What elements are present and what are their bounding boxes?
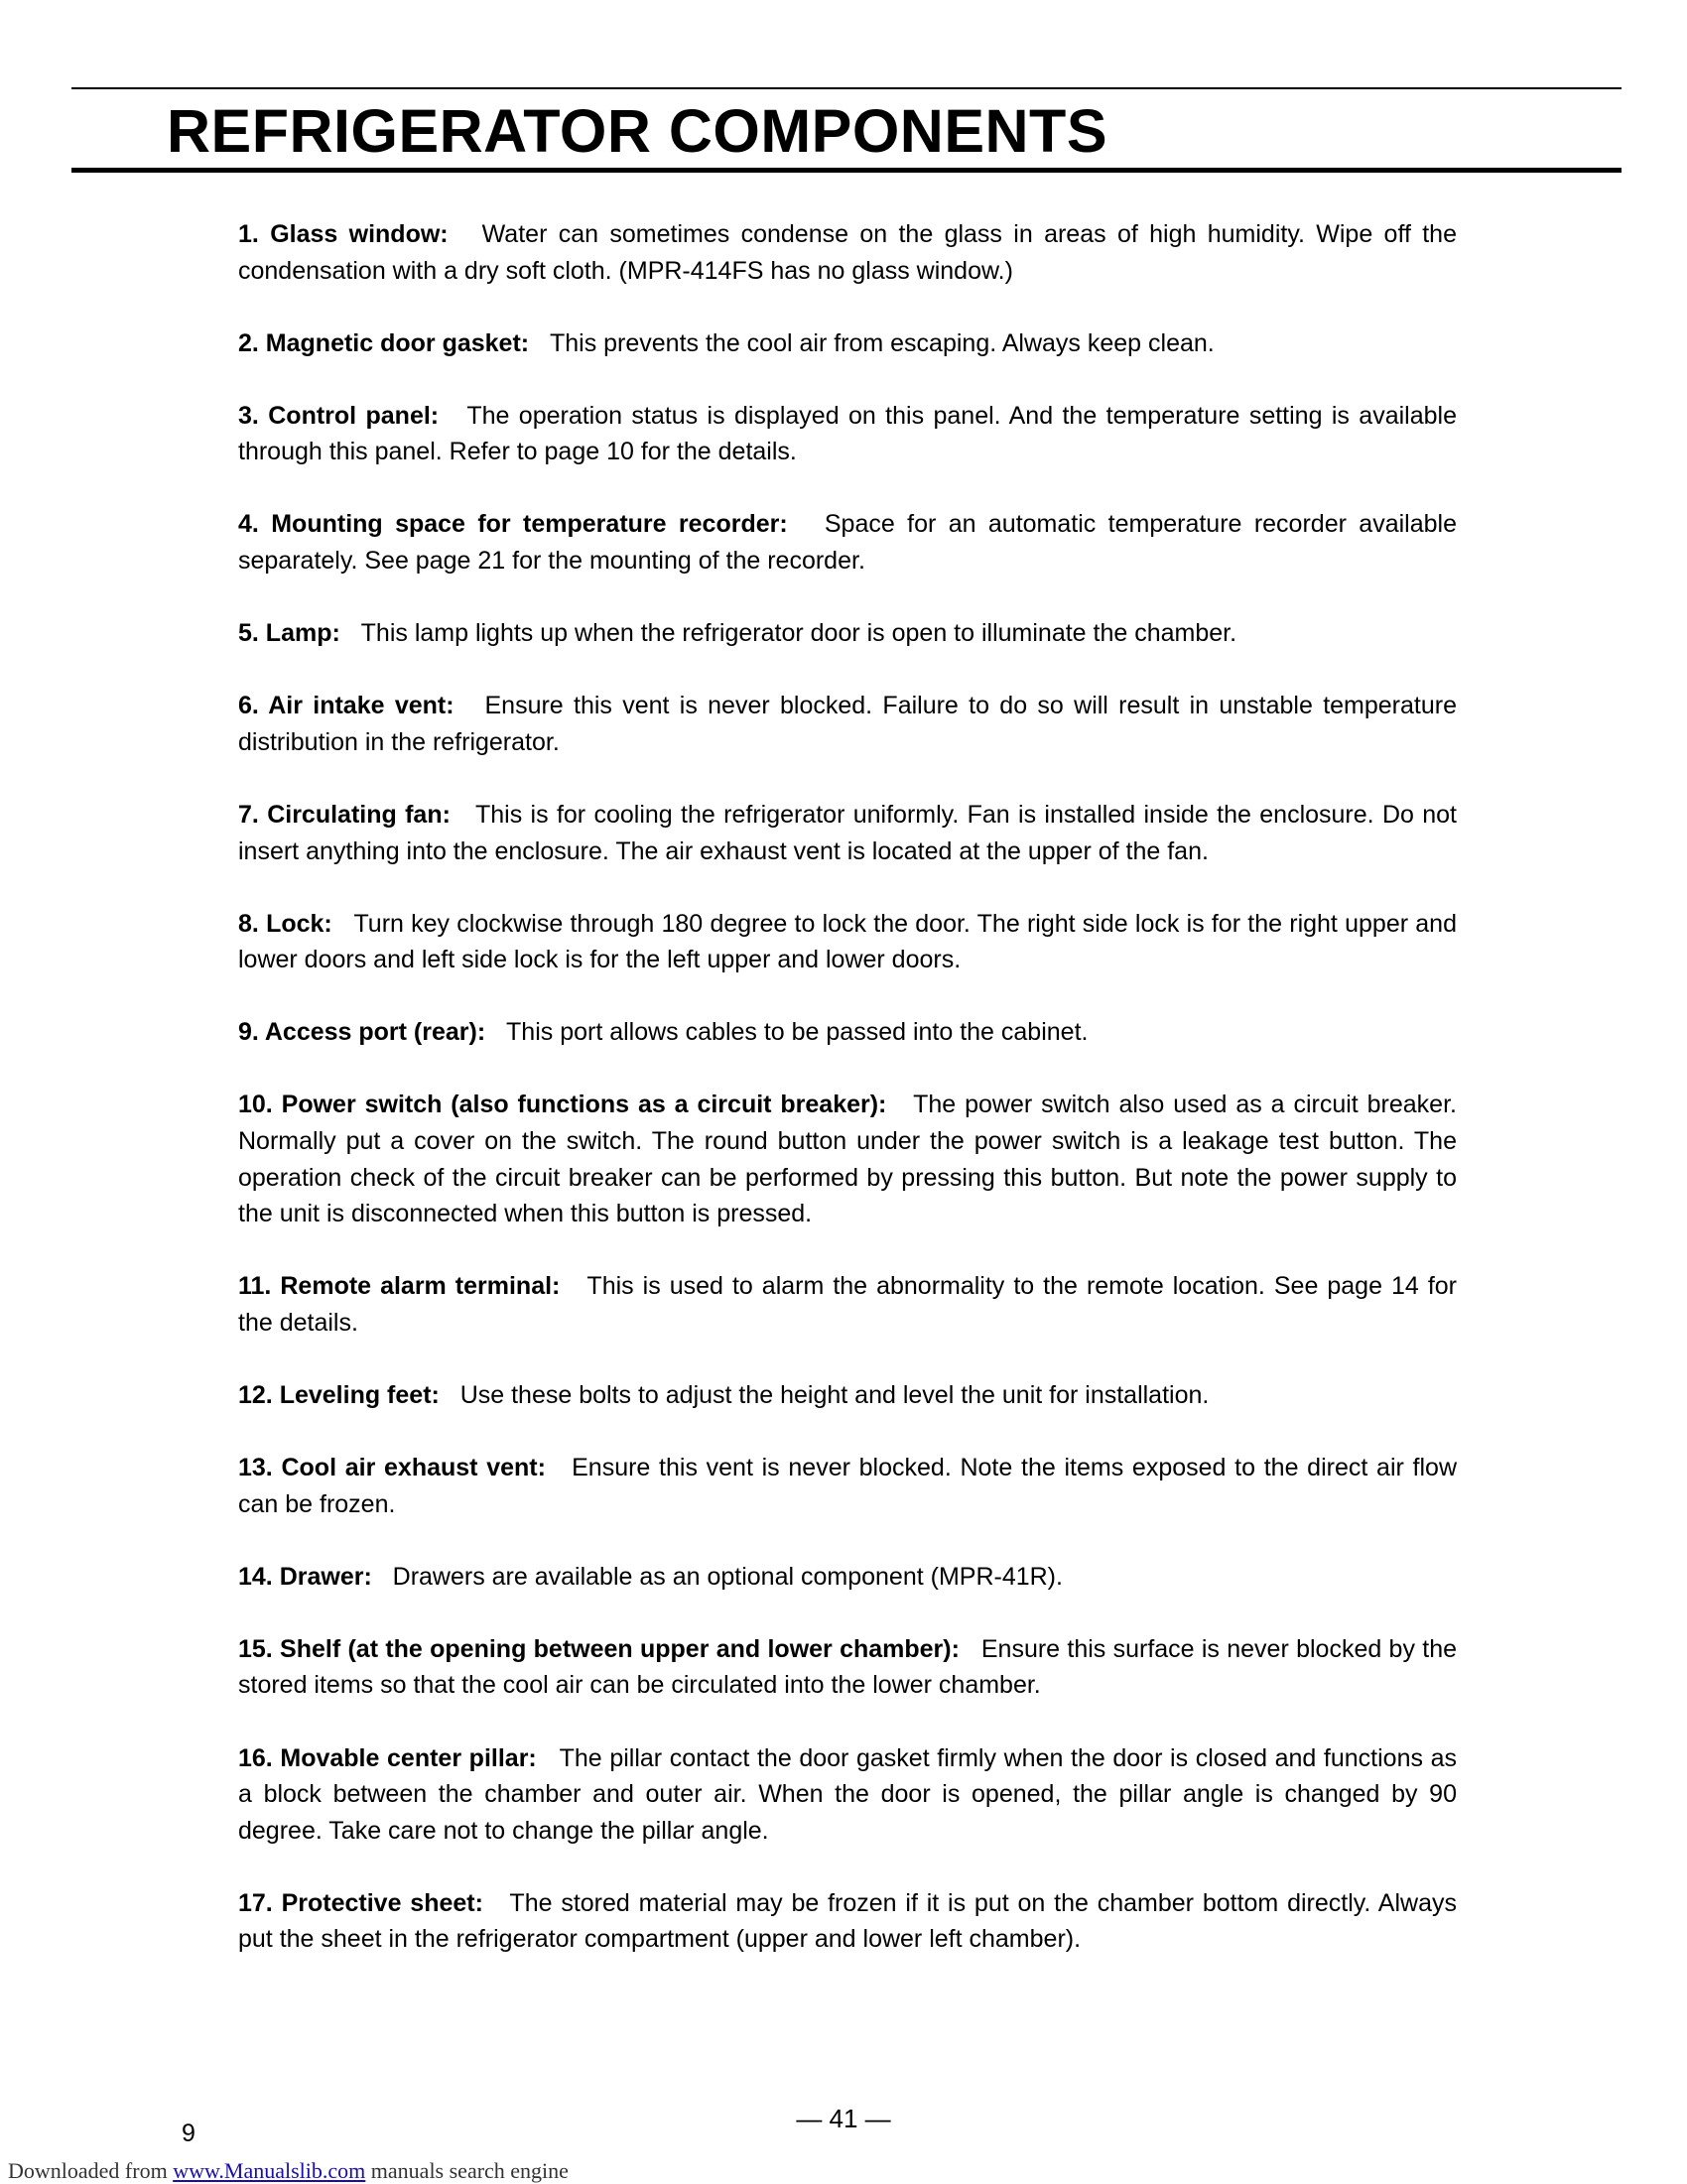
component-term: 2. Magnetic door gasket: bbox=[238, 328, 530, 357]
component-description: This prevents the cool air from escaping. Always keep clean. bbox=[549, 328, 1215, 357]
component-term: 16. Movable center pillar: bbox=[238, 1743, 537, 1772]
component-term: 14. Drawer: bbox=[238, 1562, 372, 1591]
component-description: Ensure this vent is never blocked. Note the items exposed to the direct air flow can be frozen. bbox=[238, 1454, 1457, 1518]
component-term: 13. Cool air exhaust vent: bbox=[238, 1454, 546, 1482]
component-term: 1. Glass window: bbox=[238, 220, 449, 248]
component-description: The power switch also used as a circuit breaker. Normally put a cover on the switch. The round button under the power switch is a leakage test button. The operation check of the circuit breaker can be performed by pressing this button. But note the power supply to the unit is disconnected when this button is pressed. bbox=[238, 1091, 1457, 1228]
component-item-air-intake-vent bbox=[238, 688, 1457, 760]
component-item-magnetic-door-gasket bbox=[238, 325, 1457, 362]
title-bottom-rule bbox=[71, 168, 1622, 173]
component-description: Turn key clockwise through 180 degree to lock the door. The right side lock is for the right upper and lower doors and left side lock is for the left upper and lower doors. bbox=[238, 909, 1457, 974]
manualslib-link[interactable]: www.Manualslib.com bbox=[173, 2158, 366, 2183]
footer-suffix: manuals search engine bbox=[365, 2158, 569, 2183]
component-item-power-switch bbox=[238, 1087, 1457, 1231]
component-item-mounting-space bbox=[238, 506, 1457, 578]
component-description: The pillar contact the door gasket firmly when the door is closed and functions as a block between the chamber and outer air. When the door is opened, the pillar angle is changed by 90 degree. Take care not to change the pillar angle. bbox=[238, 1743, 1458, 1845]
component-list bbox=[238, 216, 1457, 1994]
component-term: 15. Shelf (at the opening between upper and lower chamber): bbox=[238, 1634, 960, 1663]
component-description: This port allows cables to be passed into the cabinet. bbox=[506, 1018, 1089, 1047]
page-title: REFRIGERATOR COMPONENTS bbox=[167, 97, 1108, 165]
component-description: Ensure this vent is never blocked. Failure to do so will result in unstable temperature distribution in the refrigerator. bbox=[238, 692, 1457, 756]
component-term: 9. Access port (rear): bbox=[238, 1018, 486, 1047]
component-description: The stored material may be frozen if it is put on the chamber bottom directly. Always put the sheet in the refrigerator compartment (upper and lower left chamber). bbox=[238, 1888, 1457, 1954]
component-term: 5. Lamp: bbox=[238, 619, 340, 648]
component-item-shelf bbox=[238, 1631, 1457, 1704]
component-term: 11. Remote alarm terminal: bbox=[238, 1272, 561, 1301]
component-description: Drawers are available as an optional component (MPR-41R). bbox=[392, 1562, 1063, 1591]
component-description: Use these bolts to adjust the height and level the unit for installation. bbox=[459, 1380, 1210, 1409]
download-footer bbox=[8, 2158, 569, 2184]
component-item-cool-air-exhaust-vent bbox=[238, 1450, 1457, 1522]
component-description: This is for cooling the refrigerator uniformly. Fan is installed inside the enclosure. Do not insert anything into the enclosure. The air exhaust vent is located at the upper of the fan. bbox=[238, 800, 1458, 865]
component-term: 10. Power switch (also functions as a circuit breaker): bbox=[238, 1091, 887, 1119]
component-term: 3. Control panel: bbox=[238, 401, 440, 430]
component-description: Space for an automatic temperature recorder available separately. See page 21 for the mounting of the recorder. bbox=[238, 510, 1457, 576]
component-item-lock bbox=[238, 906, 1457, 978]
footer-prefix: Downloaded from bbox=[8, 2158, 174, 2183]
component-item-protective-sheet bbox=[238, 1885, 1457, 1958]
component-description: This is used to alarm the abnormality to the remote location. See page 14 for the details. bbox=[238, 1272, 1457, 1337]
component-item-control-panel bbox=[238, 398, 1457, 470]
component-item-movable-center-pillar bbox=[238, 1740, 1457, 1850]
component-term: 7. Circulating fan: bbox=[238, 800, 451, 829]
component-item-drawer bbox=[238, 1559, 1457, 1596]
component-term: 17. Protective sheet: bbox=[238, 1888, 483, 1917]
component-item-circulating-fan bbox=[238, 797, 1457, 869]
component-item-lamp bbox=[238, 615, 1457, 652]
component-term: 6. Air intake vent: bbox=[238, 692, 454, 720]
component-term: 12. Leveling feet: bbox=[238, 1380, 440, 1409]
page-number: — 41 — bbox=[796, 2104, 891, 2133]
component-description: This lamp lights up when the refrigerator door is open to illuminate the chamber. bbox=[360, 619, 1237, 648]
margin-page-number: 9 bbox=[182, 2120, 195, 2147]
component-item-access-port bbox=[238, 1014, 1457, 1051]
component-description: Water can sometimes condense on the glass in areas of high humidity. Wipe off the condensation with a dry soft cloth. (MPR-414FS has no glass window.) bbox=[238, 220, 1457, 285]
component-item-remote-alarm-terminal bbox=[238, 1268, 1457, 1341]
component-item-glass-window bbox=[238, 216, 1457, 289]
component-term: 8. Lock: bbox=[238, 909, 332, 938]
component-term: 4. Mounting space for temperature recorder: bbox=[238, 510, 788, 539]
title-top-rule bbox=[71, 87, 1622, 89]
component-description: Ensure this surface is never blocked by the stored items so that the cool air can be circulated into the lower chamber. bbox=[238, 1634, 1458, 1700]
component-description: The operation status is displayed on this panel. And the temperature setting is available through this panel. Refer to page 10 for the details. bbox=[238, 401, 1457, 466]
component-item-leveling-feet bbox=[238, 1377, 1457, 1414]
